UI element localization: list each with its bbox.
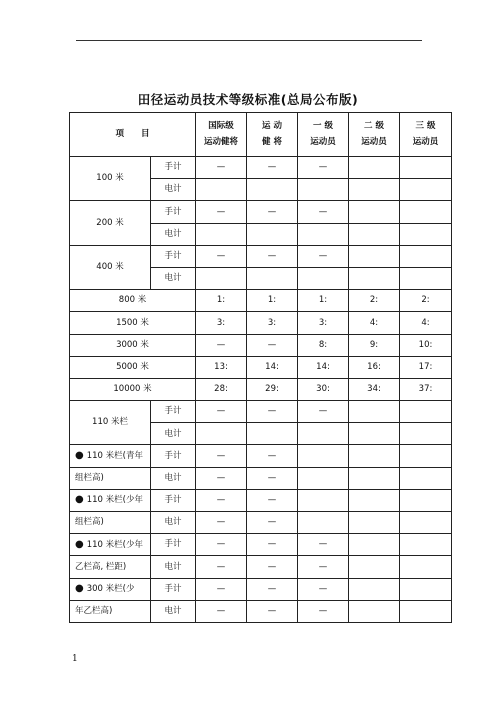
table-cell: 28: [196,378,247,400]
table-cell [349,423,400,445]
table-cell: — [298,556,349,578]
table-cell: 29: [247,378,298,400]
table-row [70,401,452,423]
table-cell: 9: [349,334,400,356]
table-cell [298,423,349,445]
table-cell [349,401,400,423]
table-cell [400,578,452,600]
timing-label: 电计 [151,556,196,578]
table-cell: — [196,489,247,511]
table-cell [400,556,452,578]
timing-label: 手计 [151,201,196,223]
table-cell [247,423,298,445]
timing-label: 电计 [151,512,196,534]
table-cell [298,445,349,467]
event-name-cont: 乙栏高, 栏距) [70,556,151,578]
table-cell: — [247,512,298,534]
table-row [70,312,452,334]
event-name: ● 110 米栏(少年 [70,534,151,556]
table-cell [298,223,349,245]
table-cell [247,179,298,201]
table-cell [400,245,452,267]
table-cell [196,179,247,201]
table-row [70,157,452,179]
table-cell [400,179,452,201]
table-cell: 2: [349,290,400,312]
timing-label: 电计 [151,223,196,245]
table-row [70,356,452,378]
table-cell [400,401,452,423]
header-col-level2: 二 级 运动员 [349,113,400,157]
timing-label: 手计 [151,445,196,467]
table-cell [349,489,400,511]
table-cell [298,179,349,201]
table-cell: 3: [247,312,298,334]
table-row [70,334,452,356]
bullet-icon: ● [75,582,84,594]
header-col-international: 国际级 运动健将 [196,113,247,157]
bullet-icon: ● [75,494,84,506]
event-name-cont: 组栏高) [70,512,151,534]
event-name: 1500 米 [70,312,196,334]
table-cell: — [247,157,298,179]
table-cell [400,423,452,445]
page-number: 1 [72,654,78,664]
event-name: ● 110 米栏(青年 [70,445,151,467]
event-name: 400 米 [70,245,151,289]
table-cell [349,201,400,223]
table-cell: 17: [400,356,452,378]
table-cell: — [196,512,247,534]
table-row [70,467,452,489]
table-cell [400,157,452,179]
table-cell [400,512,452,534]
header-col-level3: 三 级 运动员 [400,113,452,157]
table-cell: — [247,489,298,511]
table-cell: 8: [298,334,349,356]
table-cell: 4: [400,312,452,334]
table-cell: — [247,556,298,578]
table-row [70,556,452,578]
table-cell: — [247,201,298,223]
event-name: 110 米栏 [70,401,151,445]
table-cell [196,423,247,445]
table-cell [298,467,349,489]
table-cell: 1: [298,290,349,312]
table-cell: 10: [400,334,452,356]
table-cell: 4: [349,312,400,334]
table-cell: — [247,245,298,267]
bullet-icon: ● [75,449,84,461]
document-title: 田径运动员技术等级标准(总局公布版) [137,92,359,107]
table-row [70,378,452,400]
table-cell [349,467,400,489]
table-cell: 16: [349,356,400,378]
table-cell: 3: [196,312,247,334]
table-cell [400,223,452,245]
table-cell [349,267,400,289]
table-cell: — [196,467,247,489]
table-cell [196,223,247,245]
table-cell [400,445,452,467]
table-row [70,489,452,511]
table-cell [349,556,400,578]
timing-label: 手计 [151,157,196,179]
table-cell [349,578,400,600]
table-cell: — [196,600,247,622]
table-cell: 13: [196,356,247,378]
event-name: 5000 米 [70,356,196,378]
table-cell: — [247,401,298,423]
table-cell: — [196,445,247,467]
table-cell [349,223,400,245]
event-name: 10000 米 [70,378,196,400]
table-row [70,445,452,467]
event-name: 800 米 [70,290,196,312]
table-cell: — [298,245,349,267]
timing-label: 电计 [151,267,196,289]
header-item: 项 目 [70,113,196,157]
table-cell: — [196,245,247,267]
table-cell: — [247,578,298,600]
table-cell: — [247,334,298,356]
table-cell [400,467,452,489]
timing-label: 手计 [151,489,196,511]
table-cell: 14: [247,356,298,378]
table-cell [400,201,452,223]
timing-label: 电计 [151,423,196,445]
table-cell: — [298,578,349,600]
table-cell [349,534,400,556]
table-cell: — [196,401,247,423]
table-header-row [70,113,452,157]
table-cell [247,267,298,289]
table-cell [349,512,400,534]
event-name-cont: 组栏高) [70,467,151,489]
table-cell: — [247,534,298,556]
event-name: 200 米 [70,201,151,245]
header-col-master: 运 动 健 将 [247,113,298,157]
table-cell [298,489,349,511]
table-cell [298,267,349,289]
table-cell: 34: [349,378,400,400]
table-cell: — [298,201,349,223]
timing-label: 电计 [151,179,196,201]
table-cell: 2: [400,290,452,312]
table-cell: — [196,556,247,578]
table-cell [400,267,452,289]
table-row [70,600,452,622]
table-cell: 1: [196,290,247,312]
table-row [70,534,452,556]
athletics-standards-table [69,112,452,623]
table-cell [349,179,400,201]
table-cell: — [196,201,247,223]
timing-label: 手计 [151,578,196,600]
event-name-cont: 年乙栏高) [70,600,151,622]
table-cell: — [247,600,298,622]
table-cell: — [298,401,349,423]
table-cell: — [298,600,349,622]
table-cell: — [196,157,247,179]
table-row [70,512,452,534]
table-cell [400,534,452,556]
table-cell [349,445,400,467]
timing-label: 手计 [151,534,196,556]
table-cell: 37: [400,378,452,400]
table-row [70,578,452,600]
table-cell [349,157,400,179]
bullet-icon: ● [75,538,84,550]
page-header-rule [76,40,422,41]
table-cell [247,223,298,245]
event-name: 3000 米 [70,334,196,356]
event-name: ● 300 米栏(少 [70,578,151,600]
table-cell: 30: [298,378,349,400]
table-cell [196,267,247,289]
event-name: ● 110 米栏(少年 [70,489,151,511]
table-cell: — [247,445,298,467]
table-cell: — [298,157,349,179]
table-cell: — [298,534,349,556]
table-cell: — [196,534,247,556]
timing-label: 手计 [151,245,196,267]
table-cell [298,512,349,534]
timing-label: 手计 [151,401,196,423]
table-cell [400,489,452,511]
table-row [70,245,452,267]
table-cell: — [196,578,247,600]
header-col-level1: 一 级 运动员 [298,113,349,157]
table-cell: — [247,467,298,489]
table-cell [349,600,400,622]
table-cell: — [196,334,247,356]
table-row [70,290,452,312]
timing-label: 电计 [151,600,196,622]
event-name: 100 米 [70,157,151,201]
table-cell: 14: [298,356,349,378]
table-cell: 3: [298,312,349,334]
table-row [70,201,452,223]
table-cell: 1: [247,290,298,312]
table-cell [400,600,452,622]
timing-label: 电计 [151,467,196,489]
table-cell [349,245,400,267]
